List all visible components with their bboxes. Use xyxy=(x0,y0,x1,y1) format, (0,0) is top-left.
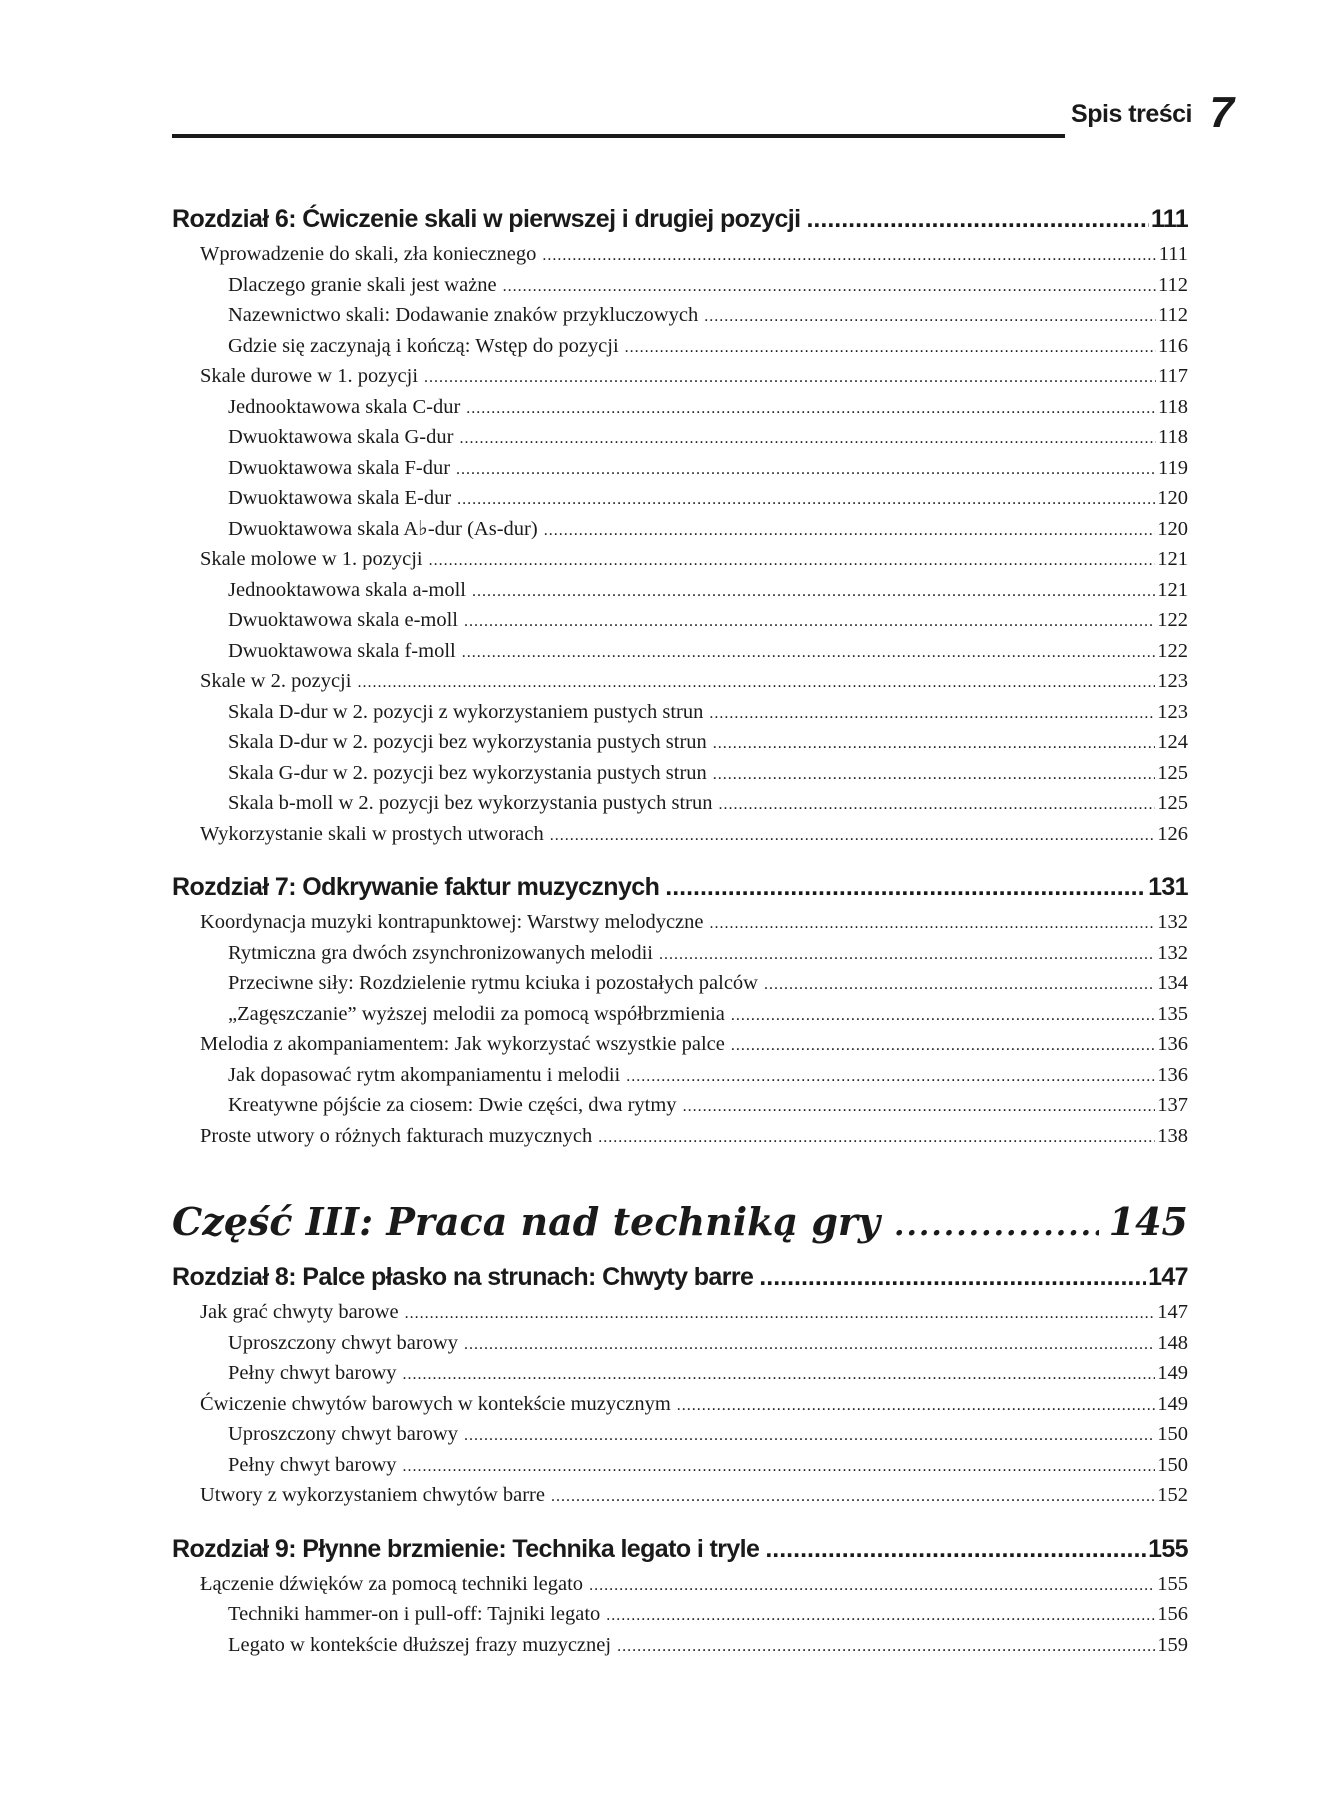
dot-leader xyxy=(357,668,1155,699)
toc-section-entry[interactable] xyxy=(172,666,1188,697)
toc-subsection-entry[interactable] xyxy=(172,1358,1188,1389)
dot-leader xyxy=(464,607,1155,638)
toc-subsection-entry-title: Dwuoktawowa skala E-dur xyxy=(228,487,452,509)
dot-leader xyxy=(456,455,1156,486)
dot-leader xyxy=(544,516,1156,547)
toc-subsection-entry[interactable] xyxy=(172,1090,1188,1121)
toc-subsection-entry-title: Dwuoktawowa skala A♭-dur (As-dur) xyxy=(228,517,538,540)
dot-leader xyxy=(759,1257,1146,1297)
toc-subsection-entry-page-number: 116 xyxy=(1158,334,1188,357)
toc-subsection-entry[interactable] xyxy=(172,938,1188,969)
toc-subsection-entry-title: Gdzie się zaczynają i kończą: Wstęp do pozycji xyxy=(228,334,619,357)
dot-leader xyxy=(429,546,1156,577)
toc-subsection-entry[interactable] xyxy=(172,727,1188,758)
toc-subsection-entry-title: Skala D-dur w 2. pozycji z wykorzystaniem pustych strun xyxy=(228,700,704,723)
dot-leader xyxy=(765,1529,1146,1569)
toc-subsection-entry-page-number: 124 xyxy=(1157,731,1188,753)
dot-leader xyxy=(462,638,1156,669)
toc-section-entry-page-number: 152 xyxy=(1157,1484,1188,1506)
dot-leader xyxy=(683,1092,1156,1123)
toc-section-entry-title: Jak grać chwyty barowe xyxy=(200,1301,399,1323)
chapter-heading-page-number: 131 xyxy=(1148,873,1188,901)
toc-subsection-entry-title: Kreatywne pójście za ciosem: Dwie części, dwa rytmy xyxy=(228,1094,677,1116)
chapter-heading-title: Rozdział 6: Ćwiczenie skali w pierwszej i drugiej pozycji xyxy=(172,205,801,233)
toc-section-entry-title: Skale w 2. pozycji xyxy=(200,670,352,692)
toc-subsection-entry[interactable] xyxy=(172,270,1188,301)
toc-section-entry-title: Ćwiczenie chwytów barowych w kontekście muzycznym xyxy=(200,1392,671,1415)
toc-section-entry-title: Łączenie dźwięków za pomocą techniki legato xyxy=(200,1572,584,1595)
toc-section-entry-title: Wykorzystanie skali w prostych utworach xyxy=(200,822,544,845)
header-rule xyxy=(172,134,1065,138)
dot-leader xyxy=(710,909,1156,940)
chapter-heading-title: Rozdział 7: Odkrywanie faktur muzycznych xyxy=(172,873,660,901)
toc-subsection-entry-title: Pełny chwyt barowy xyxy=(228,1362,397,1384)
toc-subsection-entry-title: Dwuoktawowa skala F-dur xyxy=(228,456,451,479)
toc-subsection-entry[interactable] xyxy=(172,1630,1188,1661)
toc-subsection-entry-title: Legato w kontekście dłuższej frazy muzycznej xyxy=(228,1633,612,1656)
dot-leader xyxy=(626,1062,1155,1093)
toc-subsection-entry-page-number: 125 xyxy=(1157,761,1188,784)
header-title: Spis treści xyxy=(1071,100,1192,128)
toc-subsection-entry[interactable] xyxy=(172,300,1188,331)
part-heading-title: Część III: Praca nad techniką gry xyxy=(172,1199,881,1244)
chapter-heading-page-number: 147 xyxy=(1148,1263,1188,1291)
dot-leader xyxy=(457,485,1155,516)
toc-section-entry-page-number: 123 xyxy=(1157,670,1188,692)
toc-section-entry[interactable] xyxy=(172,1121,1188,1152)
running-header xyxy=(172,88,1234,138)
toc-subsection-entry[interactable] xyxy=(172,453,1188,484)
toc-section-entry-page-number: 149 xyxy=(1157,1392,1188,1415)
toc-subsection-entry[interactable] xyxy=(172,575,1188,606)
toc-subsection-entry-title: Nazewnictwo skali: Dodawanie znaków przykluczowych xyxy=(228,304,699,326)
toc-subsection-entry-title: „Zagęszczanie” wyższej melodii za pomocą współbrzmienia xyxy=(228,1002,725,1025)
dot-leader xyxy=(589,1571,1155,1602)
toc-subsection-entry-title: Dwuoktawowa skala f-moll xyxy=(228,639,456,662)
dot-leader xyxy=(625,333,1156,364)
toc-subsection-entry-page-number: 150 xyxy=(1157,1423,1188,1445)
toc-section-entry-page-number: 138 xyxy=(1157,1124,1188,1147)
toc-subsection-entry-page-number: 156 xyxy=(1157,1603,1188,1625)
toc-subsection-entry-title: Dwuoktawowa skala G-dur xyxy=(228,426,454,448)
dot-leader xyxy=(677,1391,1155,1422)
toc-subsection-entry-page-number: 112 xyxy=(1158,273,1188,296)
dot-leader xyxy=(617,1632,1155,1663)
toc-section-entry[interactable] xyxy=(172,544,1188,575)
toc-subsection-entry[interactable] xyxy=(172,514,1188,545)
toc-subsection-entry[interactable] xyxy=(172,758,1188,789)
dot-leader xyxy=(550,821,1155,852)
toc-subsection-entry[interactable] xyxy=(172,697,1188,728)
toc-subsection-entry-title: Jak dopasować rytm akompaniamentu i melodii xyxy=(228,1063,621,1086)
toc-subsection-entry-page-number: 137 xyxy=(1157,1094,1188,1116)
toc-section-entry-page-number: 147 xyxy=(1157,1301,1188,1323)
toc-section-entry-page-number: 121 xyxy=(1157,548,1188,570)
header-page-number: 7 xyxy=(1209,88,1234,137)
toc-subsection-entry[interactable] xyxy=(172,483,1188,514)
toc-subsection-entry-page-number: 122 xyxy=(1157,609,1188,631)
toc-subsection-entry-page-number: 149 xyxy=(1157,1362,1188,1384)
dot-leader xyxy=(403,1452,1156,1483)
toc-subsection-entry[interactable] xyxy=(172,999,1188,1030)
dot-leader xyxy=(472,577,1155,608)
toc-subsection-entry-title: Rytmiczna gra dwóch zsynchronizowanych melodii xyxy=(228,941,653,964)
dot-leader xyxy=(424,363,1156,394)
toc-subsection-entry[interactable] xyxy=(172,1450,1188,1481)
toc-subsection-entry-page-number: 135 xyxy=(1157,1002,1188,1025)
toc-section-entry[interactable] xyxy=(172,361,1188,392)
toc-subsection-entry-page-number: 120 xyxy=(1157,517,1188,540)
toc-section-entry[interactable] xyxy=(172,1480,1188,1511)
toc-subsection-entry-page-number: 120 xyxy=(1157,487,1188,509)
toc-subsection-entry[interactable] xyxy=(172,968,1188,999)
toc-section-entry-page-number: 126 xyxy=(1157,822,1188,845)
dot-leader xyxy=(464,1330,1155,1361)
dot-leader xyxy=(598,1123,1155,1154)
dot-leader xyxy=(764,970,1155,1001)
toc-subsection-entry-page-number: 112 xyxy=(1158,304,1188,326)
dot-leader xyxy=(719,790,1156,821)
toc-subsection-entry-page-number: 125 xyxy=(1157,792,1188,814)
toc-subsection-entry[interactable] xyxy=(172,1328,1188,1359)
toc-subsection-entry-title: Skala b-moll w 2. pozycji bez wykorzystania pustych strun xyxy=(228,792,713,814)
toc-subsection-entry[interactable] xyxy=(172,1419,1188,1450)
dot-leader xyxy=(731,1001,1155,1032)
toc-subsection-entry[interactable] xyxy=(172,636,1188,667)
toc-section-entry[interactable] xyxy=(172,819,1188,850)
toc-subsection-entry-page-number: 159 xyxy=(1157,1633,1188,1656)
dot-leader xyxy=(713,729,1155,760)
table-of-contents xyxy=(172,195,1188,1660)
toc-subsection-entry[interactable] xyxy=(172,422,1188,453)
chapter-heading-title: Rozdział 9: Płynne brzmienie: Technika legato i tryle xyxy=(172,1534,760,1563)
chapter-heading[interactable] xyxy=(172,867,1188,907)
toc-section-entry-title: Melodia z akompaniamentem: Jak wykorzystać wszystkie palce xyxy=(200,1033,725,1055)
dot-leader xyxy=(704,302,1156,333)
dot-leader xyxy=(606,1601,1155,1632)
chapter-heading-page-number: 155 xyxy=(1148,1534,1188,1563)
chapter-heading[interactable] xyxy=(172,199,1188,239)
dot-leader xyxy=(894,1195,1099,1257)
toc-section-entry-page-number: 117 xyxy=(1158,365,1188,387)
dot-leader xyxy=(713,760,1155,791)
chapter-heading[interactable] xyxy=(172,1529,1188,1569)
toc-subsection-entry-title: Pełny chwyt barowy xyxy=(228,1453,397,1476)
toc-subsection-entry-page-number: 118 xyxy=(1158,395,1188,418)
toc-subsection-entry-title: Skala D-dur w 2. pozycji bez wykorzystania pustych strun xyxy=(228,731,707,753)
dot-leader xyxy=(551,1482,1155,1513)
toc-subsection-entry-title: Techniki hammer-on i pull-off: Tajniki legato xyxy=(228,1603,601,1625)
toc-section-entry[interactable] xyxy=(172,1297,1188,1328)
toc-subsection-entry-page-number: 136 xyxy=(1157,1063,1188,1086)
toc-subsection-entry-title: Dlaczego granie skali jest ważne xyxy=(228,273,497,296)
toc-subsection-entry-title: Dwuoktawowa skala e-moll xyxy=(228,609,458,631)
dot-leader xyxy=(709,699,1155,730)
toc-section-entry-page-number: 136 xyxy=(1157,1033,1188,1055)
toc-section-entry[interactable] xyxy=(172,1029,1188,1060)
toc-section-entry-title: Koordynacja muzyki kontrapunktowej: Warstwy melodyczne xyxy=(200,911,704,933)
dot-leader xyxy=(665,867,1146,907)
dot-leader xyxy=(464,1421,1155,1452)
chapter-heading-title: Rozdział 8: Palce płasko na strunach: Chwyty barre xyxy=(172,1263,754,1291)
toc-subsection-entry-page-number: 118 xyxy=(1158,426,1188,448)
dot-leader xyxy=(403,1360,1156,1391)
toc-subsection-entry[interactable] xyxy=(172,605,1188,636)
toc-subsection-entry-title: Przeciwne siły: Rozdzielenie rytmu kciuka i pozostałych palców xyxy=(228,972,758,994)
chapter-spacer xyxy=(172,1511,1188,1525)
toc-section-entry-page-number: 132 xyxy=(1157,911,1188,933)
dot-leader xyxy=(731,1031,1155,1062)
toc-section-entry-title: Skale molowe w 1. pozycji xyxy=(200,548,423,570)
toc-subsection-entry-title: Uproszczony chwyt barowy xyxy=(228,1331,458,1354)
dot-leader xyxy=(466,394,1156,425)
toc-section-entry-title: Skale durowe w 1. pozycji xyxy=(200,365,419,387)
dot-leader xyxy=(542,241,1156,272)
toc-section-entry[interactable] xyxy=(172,1569,1188,1600)
toc-subsection-entry-title: Skala G-dur w 2. pozycji bez wykorzystania pustych strun xyxy=(228,761,707,784)
toc-subsection-entry-page-number: 122 xyxy=(1157,639,1188,662)
part-heading[interactable] xyxy=(172,1191,1188,1253)
toc-subsection-entry-title: Jednooktawowa skala C-dur xyxy=(228,395,461,418)
toc-section-entry[interactable] xyxy=(172,239,1188,270)
toc-section-entry[interactable] xyxy=(172,1389,1188,1420)
toc-subsection-entry-page-number: 148 xyxy=(1157,1331,1188,1354)
toc-subsection-entry-page-number: 119 xyxy=(1158,456,1188,479)
toc-subsection-entry-page-number: 121 xyxy=(1157,578,1188,601)
toc-subsection-entry-page-number: 134 xyxy=(1157,972,1188,994)
toc-subsection-entry[interactable] xyxy=(172,331,1188,362)
toc-section-entry-title: Utwory z wykorzystaniem chwytów barre xyxy=(200,1484,545,1506)
toc-section-entry-title: Proste utwory o różnych fakturach muzycznych xyxy=(200,1124,593,1147)
toc-subsection-entry[interactable] xyxy=(172,788,1188,819)
dot-leader xyxy=(405,1299,1156,1330)
toc-section-entry[interactable] xyxy=(172,907,1188,938)
chapter-spacer xyxy=(172,849,1188,863)
toc-section-entry-page-number: 155 xyxy=(1157,1572,1188,1595)
toc-subsection-entry[interactable] xyxy=(172,1060,1188,1091)
toc-subsection-entry-title: Jednooktawowa skala a-moll xyxy=(228,578,466,601)
chapter-heading-page-number: 111 xyxy=(1150,205,1188,233)
toc-subsection-entry-page-number: 123 xyxy=(1157,700,1188,723)
dot-leader xyxy=(503,272,1156,303)
toc-subsection-entry[interactable] xyxy=(172,392,1188,423)
dot-leader xyxy=(659,940,1155,971)
toc-subsection-entry-page-number: 150 xyxy=(1157,1453,1188,1476)
toc-section-entry-title: Wprowadzenie do skali, zła koniecznego xyxy=(200,243,537,265)
toc-section-entry-page-number: 111 xyxy=(1158,243,1188,265)
toc-subsection-entry[interactable] xyxy=(172,1599,1188,1630)
toc-subsection-entry-title: Uproszczony chwyt barowy xyxy=(228,1423,458,1445)
toc-subsection-entry-page-number: 132 xyxy=(1157,941,1188,964)
dot-leader xyxy=(806,199,1148,239)
part-heading-page-number: 145 xyxy=(1108,1199,1188,1244)
dot-leader xyxy=(459,424,1156,455)
chapter-heading[interactable] xyxy=(172,1257,1188,1297)
